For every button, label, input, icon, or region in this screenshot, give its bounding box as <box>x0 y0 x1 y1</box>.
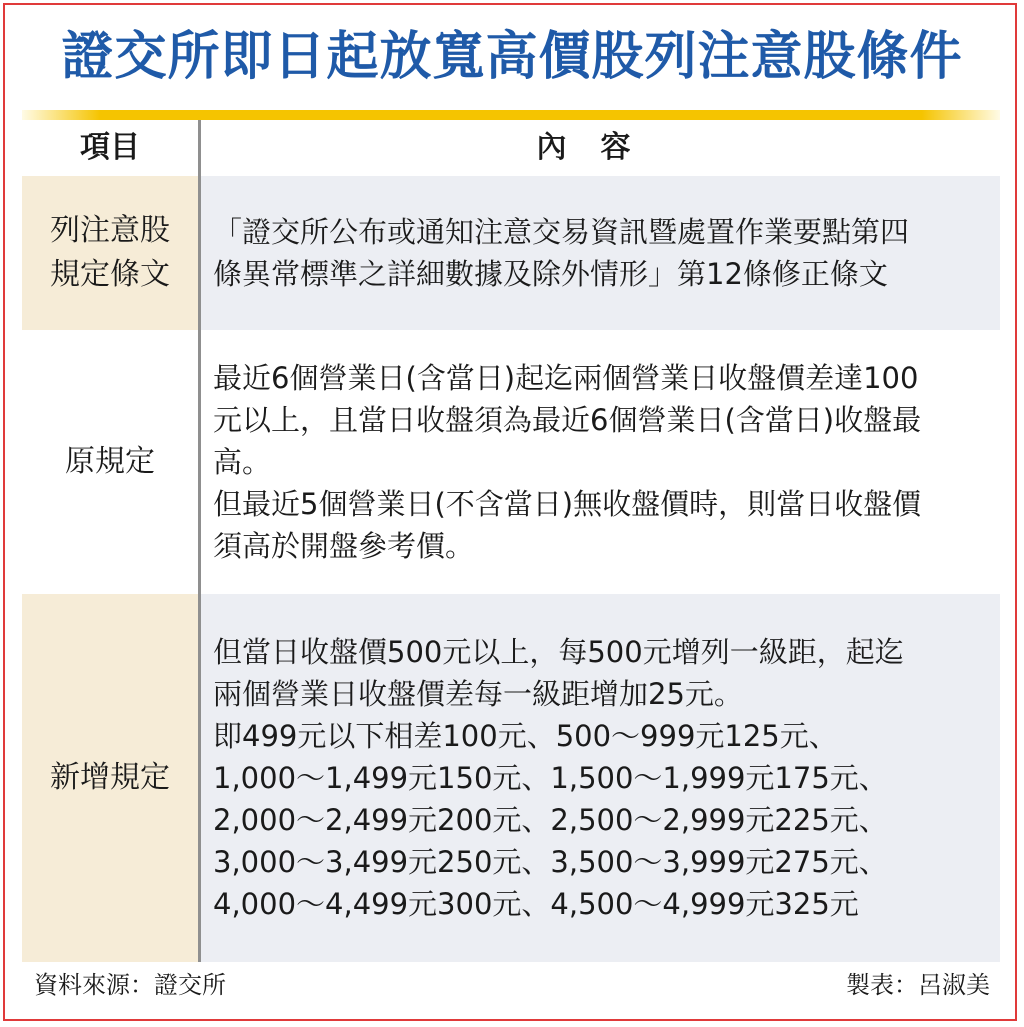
content-line: 3,000～3,499元250元、3,500～3,999元275元、 <box>213 845 888 879</box>
row-content <box>201 594 1000 962</box>
row-content <box>201 330 1000 594</box>
content-line: 高。 <box>213 445 272 479</box>
row-content <box>201 176 1000 330</box>
rules-table <box>22 120 1000 962</box>
content-line: 條異常標準之詳細數據及除外情形」第12條修正條文 <box>213 257 888 291</box>
content-line: 2,000～2,499元200元、2,500～2,999元225元、 <box>213 803 888 837</box>
row-label-line: 列注意股 <box>50 213 170 248</box>
page-title: 證交所即日起放寬高價股列注意股條件 <box>61 27 963 87</box>
content-line: 4,000～4,499元300元、4,500～4,999元325元 <box>213 887 859 921</box>
table-header-row <box>22 120 1000 176</box>
row-label <box>22 330 198 594</box>
row-label <box>22 594 198 962</box>
title-divider <box>22 110 1000 120</box>
content-line: 但當日收盤價500元以上，每500元增列一級距，起迄 <box>213 635 904 669</box>
table-row <box>22 330 1000 594</box>
row-label <box>22 176 198 330</box>
content-line: 1,000～1,499元150元、1,500～1,999元175元、 <box>213 761 888 795</box>
header-content: 內容 <box>536 130 665 165</box>
content-line: 但最近5個營業日(不含當日)無收盤價時，則當日收盤價 <box>213 487 922 521</box>
content-line: 「證交所公布或通知注意交易資訊暨處置作業要點第四 <box>213 215 910 249</box>
content-line: 元以上，且當日收盤須為最近6個營業日(含當日)收盤最 <box>213 403 922 437</box>
content-line: 兩個營業日收盤價差每一級距增加25元。 <box>213 677 743 711</box>
table-row <box>22 176 1000 330</box>
content-line: 須高於開盤參考價。 <box>213 529 475 563</box>
table-row <box>22 594 1000 962</box>
content-line: 即499元以下相差100元、500～999元125元、 <box>213 719 838 753</box>
header-item: 項目 <box>80 130 140 165</box>
row-label-line: 原規定 <box>65 444 155 479</box>
row-label-line: 新增規定 <box>50 760 170 795</box>
credit-note: 製表：呂淑美 <box>846 971 990 999</box>
source-note: 資料來源：證交所 <box>34 971 226 999</box>
content-line: 最近6個營業日(含當日)起迄兩個營業日收盤價差達100 <box>213 361 919 395</box>
row-label-line: 規定條文 <box>50 257 170 292</box>
